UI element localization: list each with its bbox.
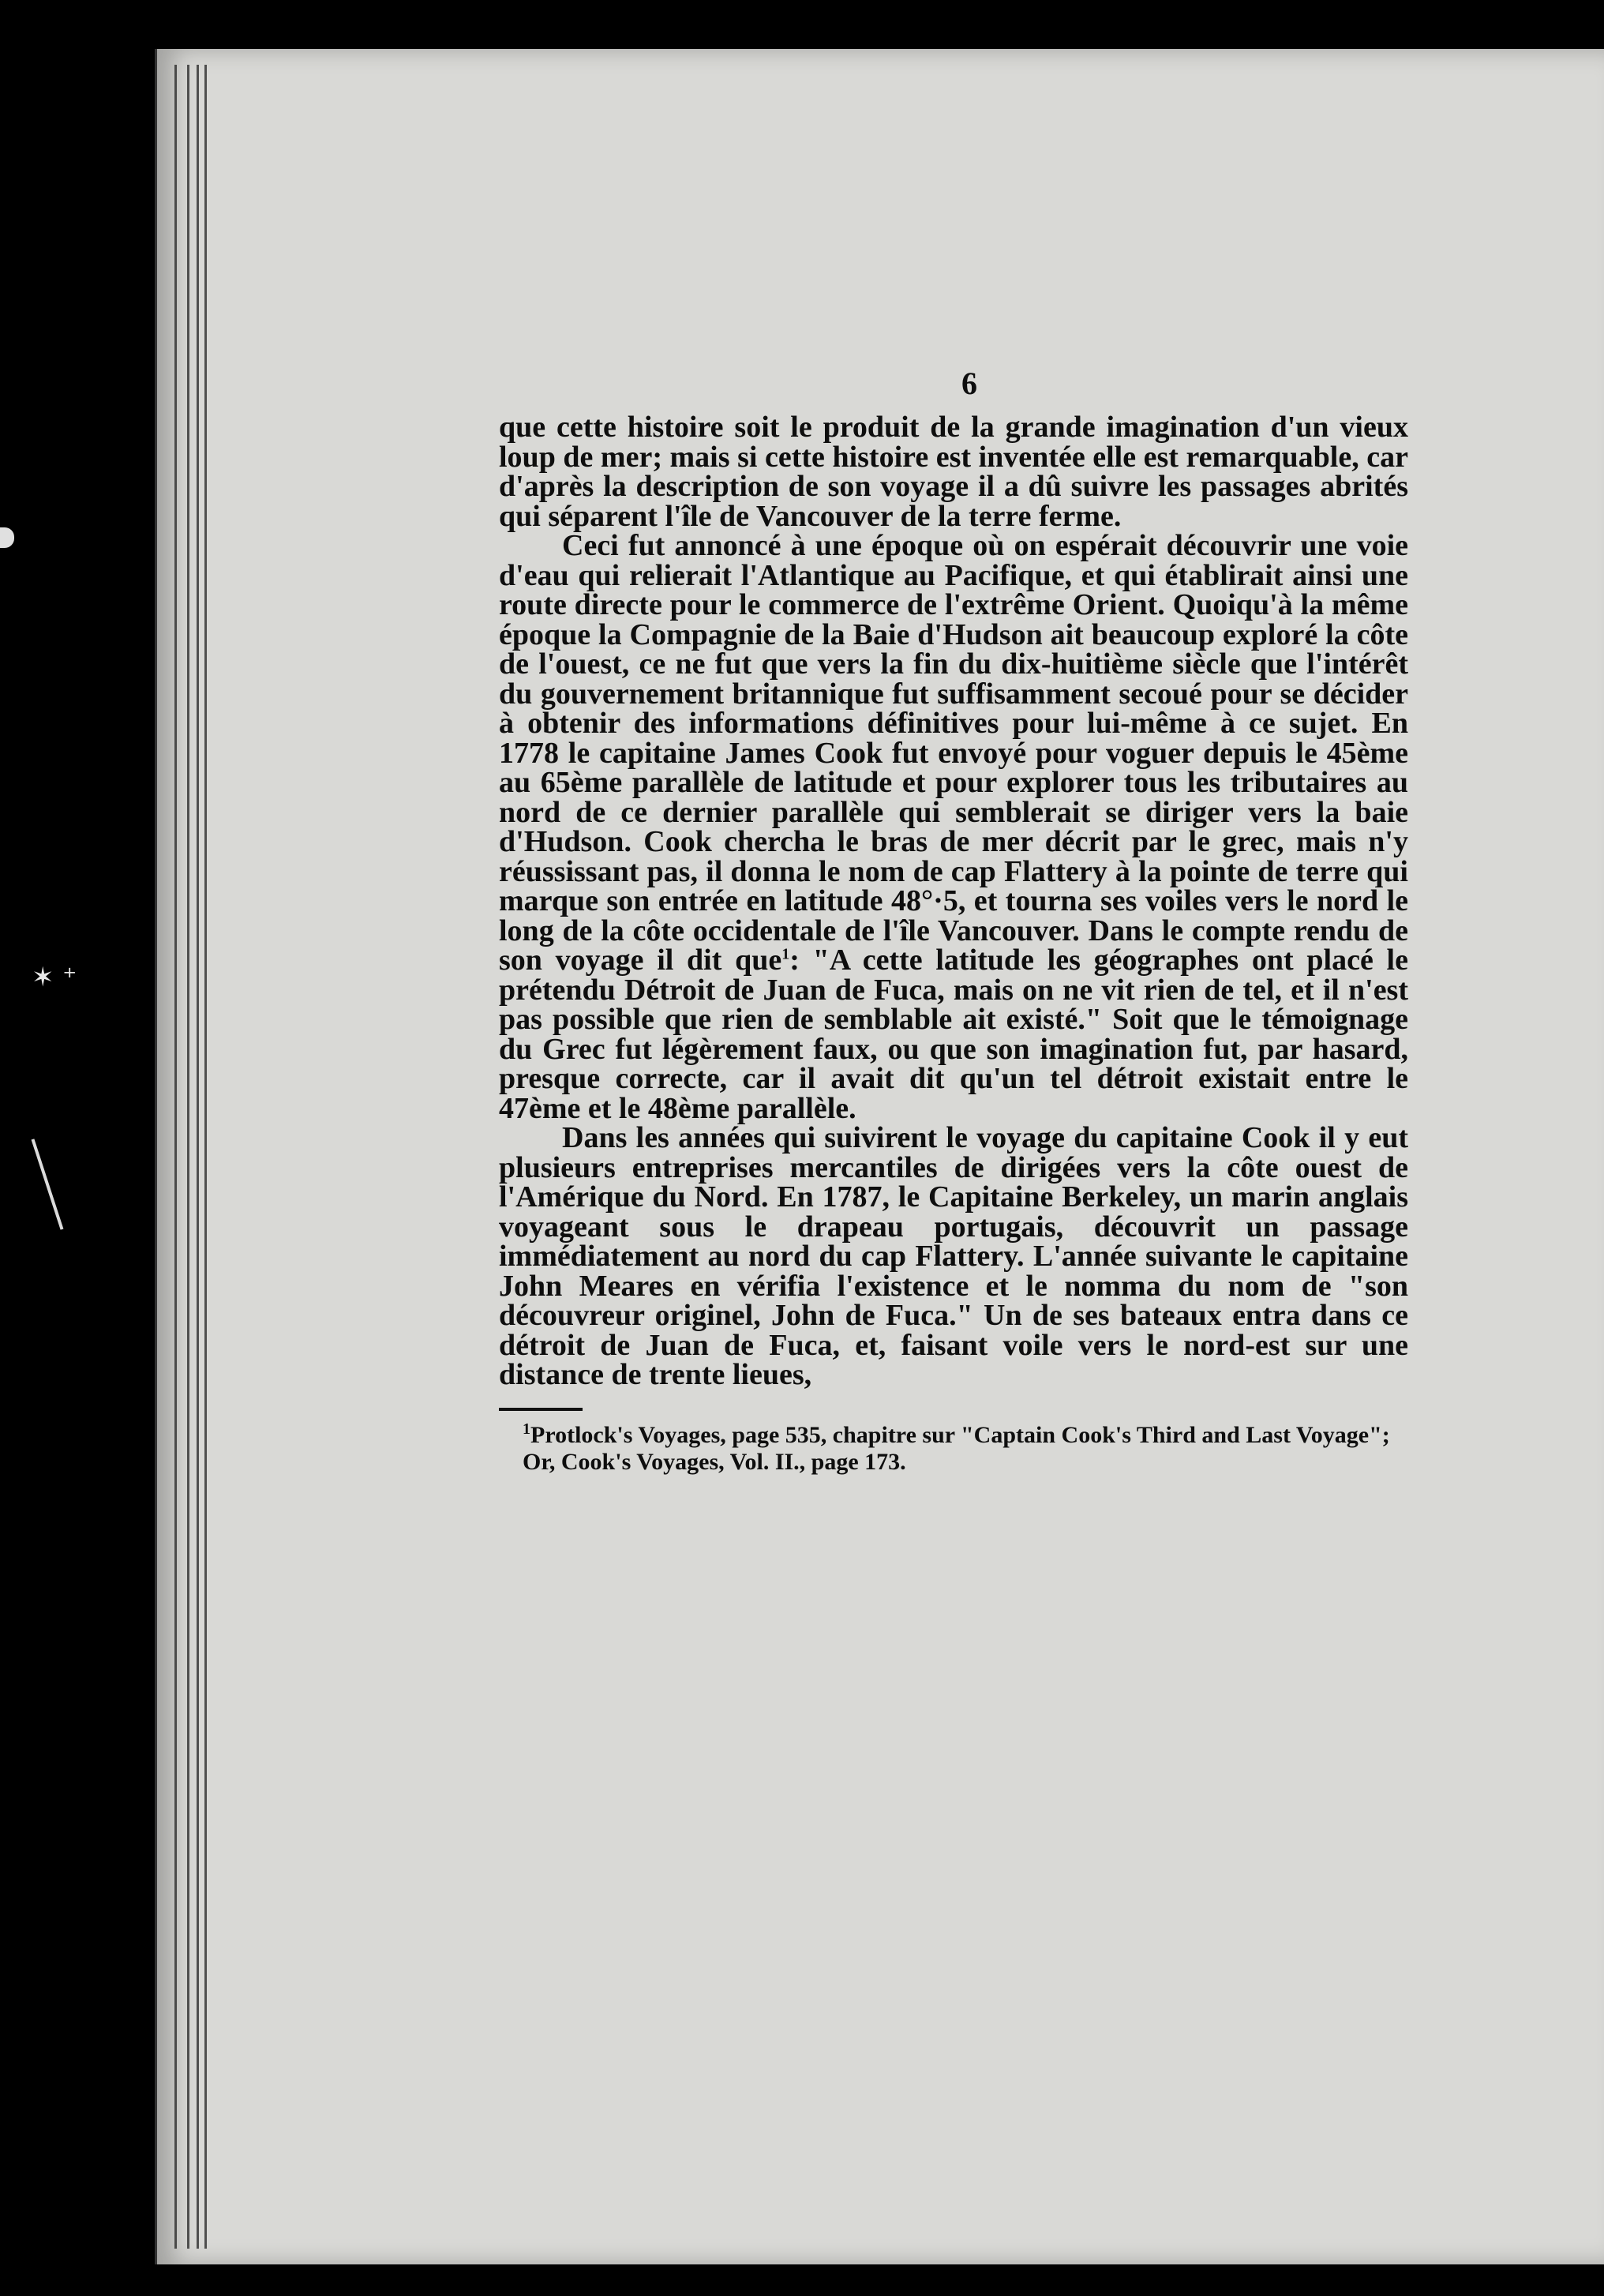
paragraph — [499, 531, 1408, 1124]
body-text — [499, 365, 1408, 1476]
footnote: Or, Cook's Voyages, Vol. II., page 173. — [523, 1448, 906, 1475]
edge-artifact — [32, 1139, 64, 1229]
paragraph: Dans les années qui suivirent le voyage du capitaine Cook il y eut plusieurs entreprises mercantiles de dirigées vers la côte ouest de l'Amérique du Nord. En 1787, le Capitaine Berkeley, un marin anglais voyageant sous le drapeau portugais, découvrit un passage immédiatement au nord du cap Flattery. L'année suivante le capitaine John Meares en vérifia l'existence et le nomma du nom de "son découvreur originel, John de Fuca." Un de ses bateaux entra dans ce détroit de Juan de Fuca, et, faisant voile vers le nord-est sur une distance de trente lieues, — [499, 1121, 1408, 1391]
footnote-marker: 1 — [523, 1420, 530, 1438]
paragraph-text: : "A cette latitude les géographes ont placé le prétendu Détroit de Juan de Fuca, mais on ne vit rien de tel, et il n'est pas possible que rien de semblable ait existé." Soit que le témoignage du Grec fut légèrement faux, ou que son imagination fut, par hasard, presque correcte, car il avait dit qu'un tel détroit existait entre le 47ème et le 48ème parallèle. — [499, 944, 1408, 1125]
footnote-text: Protlock's Voyages, page 535, chapitre sur "Captain Cook's Third and Last Voyage"; — [530, 1421, 1390, 1448]
edge-artifact: ✶ ⁺ — [32, 962, 77, 993]
footnote — [499, 1422, 1408, 1449]
paragraph: que cette histoire soit le produit de la grande imagination d'un vieux loup de mer; mais si cette histoire est inventée elle est remarquable, car d'après la description de son voyage il a dû suivre les passages abrités qui séparent l'île de Vancouver de la terre ferme. — [499, 411, 1408, 533]
binding-edge — [197, 65, 199, 2249]
binding-edge — [204, 65, 207, 2249]
binding-edge — [174, 65, 177, 2249]
page-number: 6 — [961, 366, 977, 401]
paragraph-text: Ceci fut annoncé à une époque où on espérait découvrir une voie d'eau qui relierait l'Atlantique au Pacifique, et qui établirait ainsi une route directe pour le commerce de l'extrême Orient. Quoiqu'à la même époque la Compagnie de la Baie d'Hudson ait beaucoup exploré la côte de l'ouest, ce ne fut que vers la fin du dix-huitième siècle que l'intérêt du gouvernement britannique fut suffisamment secoué pour se décider à obtenir des informations définitives pour lui-même à ce sujet. En 1778 le capitaine James Cook fut envoyé pour voguer depuis le 45ème au 65ème parallèle de latitude et pour explorer tous les tributaires au nord de ce dernier parallèle qui semblerait se diriger vers la baie d'Hudson. Cook chercha le bras de mer décrit par le grec, mais n'y réussissant pas, il donna le nom de cap Flattery à la pointe de terre qui marque son entrée en latitude 48°·5, et tourna ses voiles vers le nord le long de la côte occidentale de l'île Vancouver. Dans le compte rendu de son voyage il dit que — [499, 529, 1408, 977]
edge-artifact — [0, 527, 14, 548]
footnote-divider — [499, 1408, 583, 1411]
footnote-reference: 1 — [781, 945, 790, 963]
binding-edge — [187, 65, 189, 2249]
